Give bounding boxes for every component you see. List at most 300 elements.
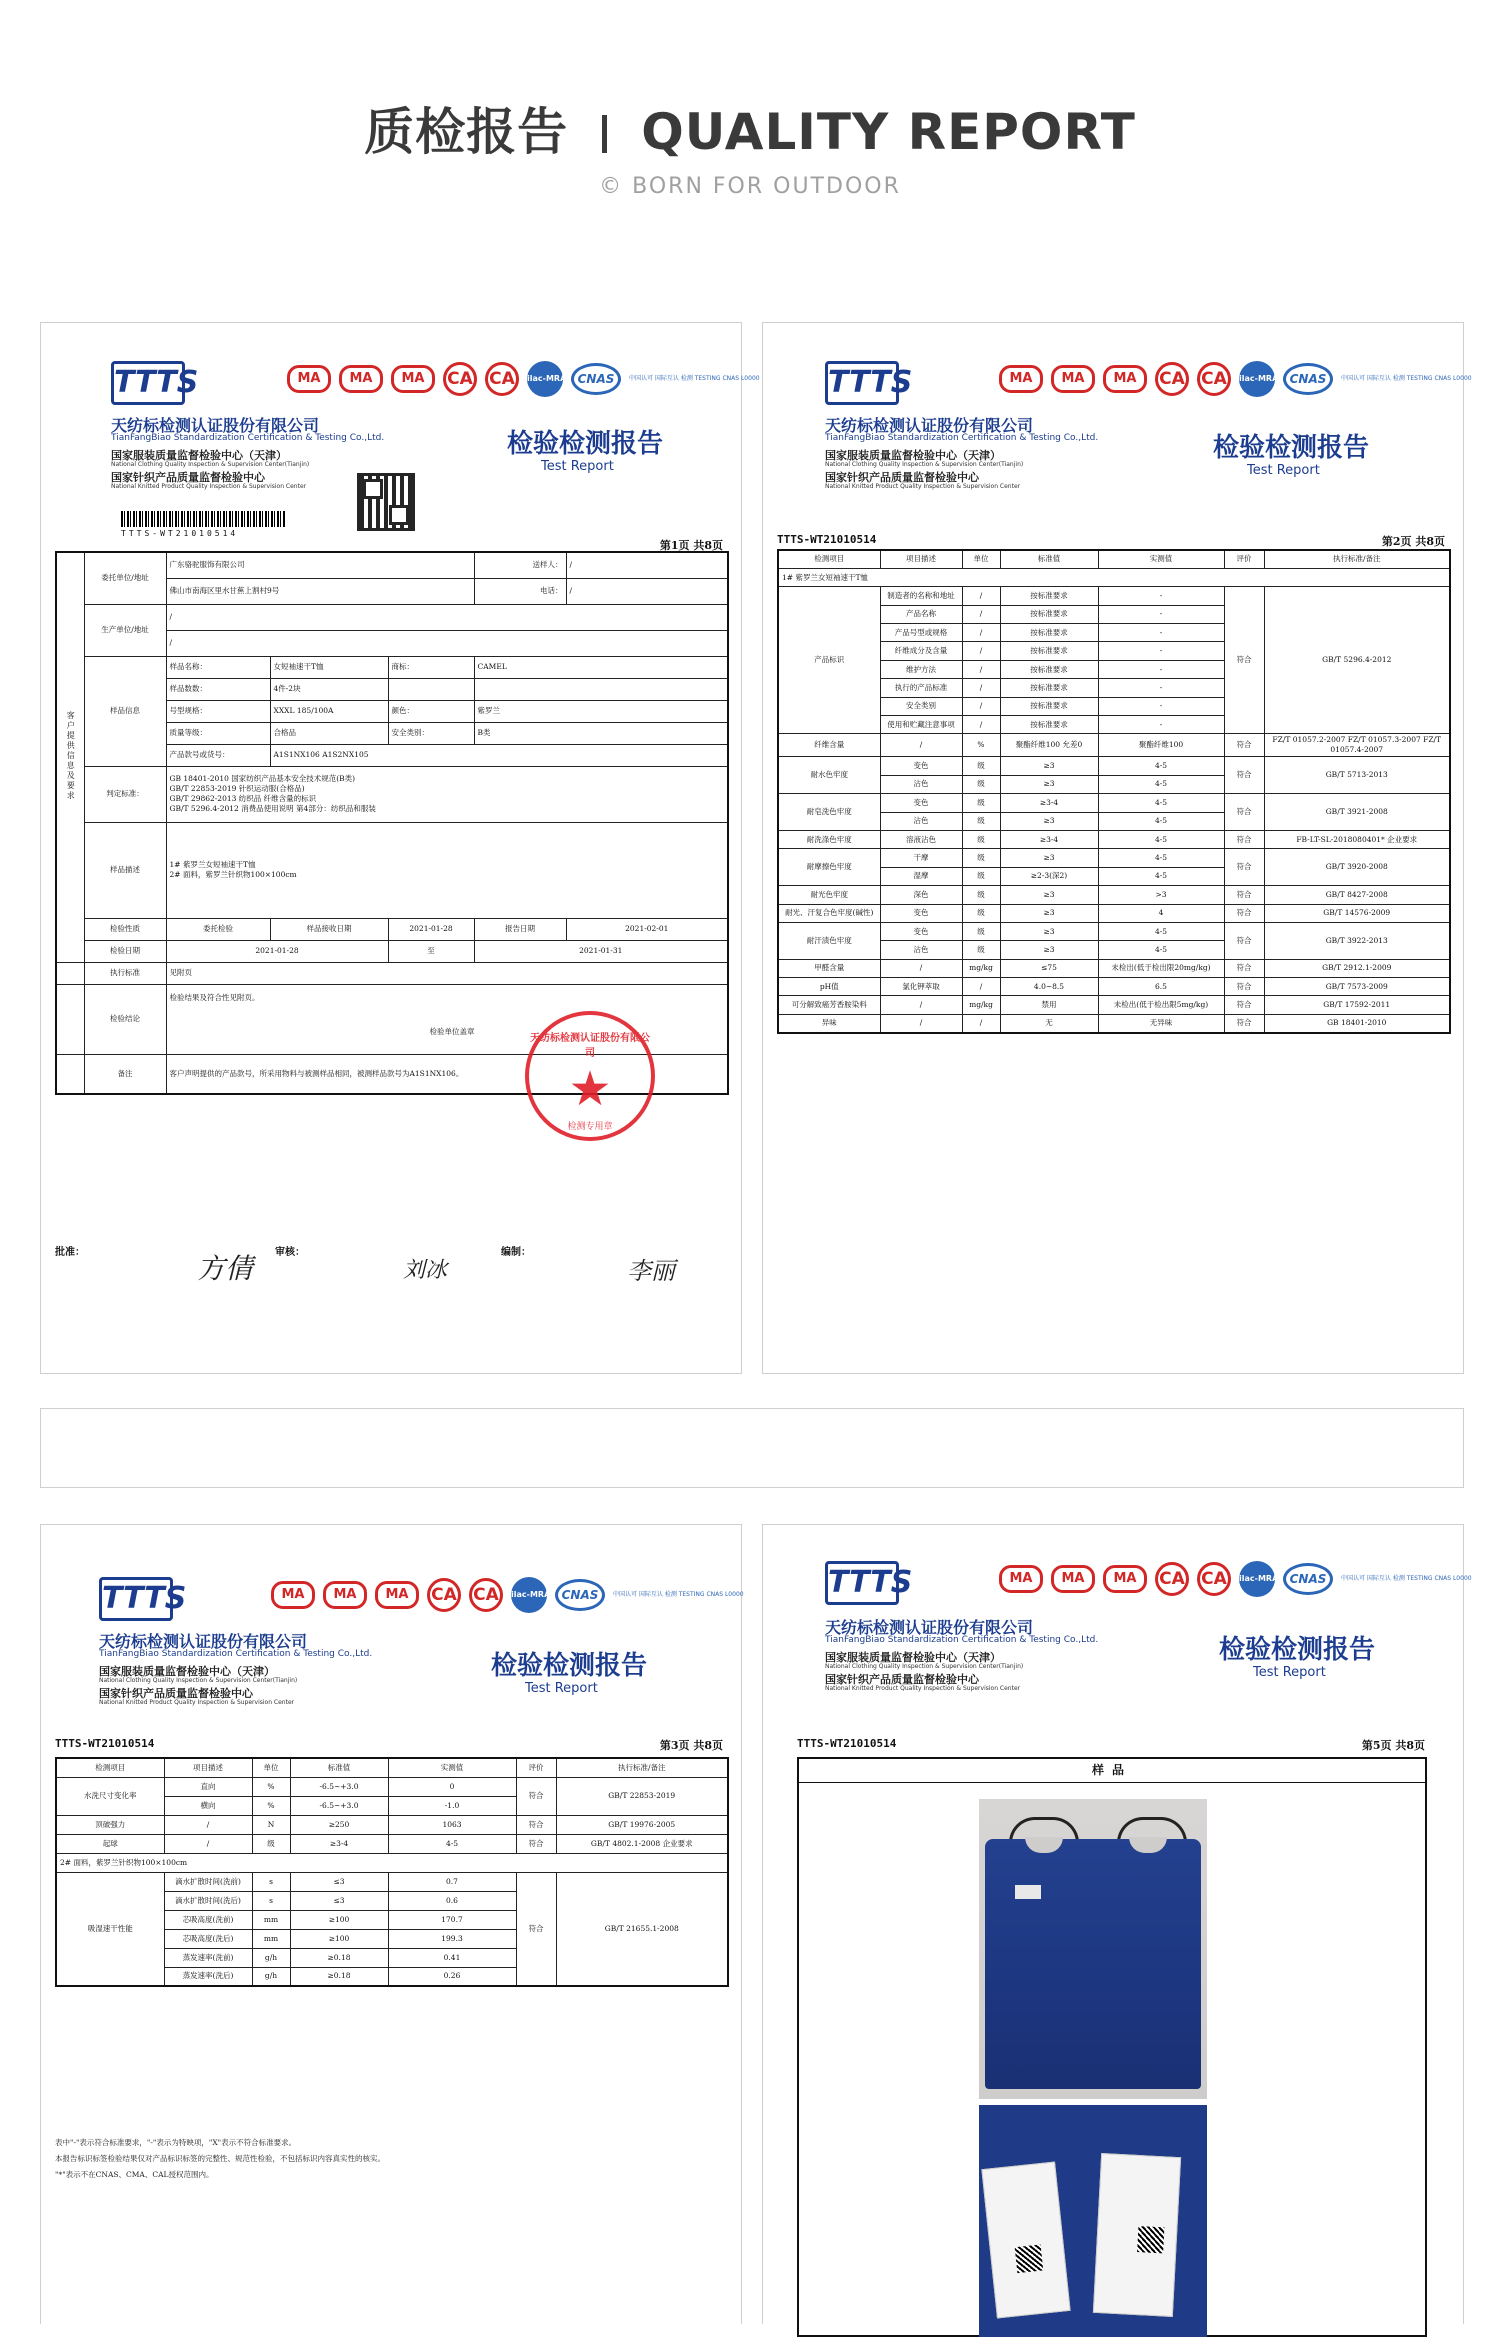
cma-mark-icon: MA [323, 1581, 367, 1609]
table-cell: - [1098, 697, 1224, 715]
column-header: 执行标准/备注 [556, 1758, 728, 1777]
table-cell: % [252, 1777, 290, 1796]
table-cell: ≥0.18 [290, 1948, 388, 1967]
table-cell: 未检出(低于检出限5mg/kg) [1098, 996, 1224, 1014]
table-cell: / [962, 642, 1000, 660]
table-cell: / [164, 1834, 252, 1853]
size-label: 号型规格： [166, 700, 270, 722]
table-row [778, 978, 1450, 996]
table-cell: 符合 [1224, 886, 1264, 904]
org-line3: 国家针织产品质量监督检验中心 [825, 1673, 979, 1686]
concl-sign: 检验单位盖章 [429, 1026, 475, 1036]
table-cell: 直向 [164, 1777, 252, 1796]
table-cell: 沾色 [880, 812, 962, 830]
table-cell: 产品号型或规格 [880, 624, 962, 642]
table-cell: 无 [1000, 1014, 1098, 1032]
maker-label: 生产单位/地址 [84, 604, 166, 656]
page-number: 第5页 共8页 [1361, 1739, 1425, 1752]
table-cell: 0.7 [388, 1872, 516, 1891]
table-cell: 执行的产品标准 [880, 679, 962, 697]
table-cell: 4-5 [1098, 849, 1224, 867]
report-number: TTTS-WT21010514 [797, 1737, 897, 1750]
table-cell: 级 [962, 867, 1000, 885]
table-cell: ≥3 [1000, 922, 1098, 940]
table-row [56, 1872, 728, 1891]
table-cell: 6.5 [1098, 978, 1224, 996]
table-cell: 聚酯纤维100 允差0 [1000, 734, 1098, 757]
eval-cell: 符合 [1224, 587, 1264, 734]
table-cell: % [962, 734, 1000, 757]
org-name-cn: 天纺标检测认证股份有限公司 [99, 1632, 308, 1651]
table-cell: - [1098, 605, 1224, 623]
table-cell: mg/kg [962, 959, 1000, 977]
concl-label: 检验结论 [84, 984, 166, 1054]
table-cell: g/h [252, 1967, 290, 1986]
sample-title: 样品 [799, 1759, 1425, 1783]
tshirt-icon [985, 1839, 1103, 2089]
table-cell: 符合 [1224, 794, 1264, 831]
remark-label: 备注 [84, 1054, 166, 1094]
table-cell: 芯吸高度(洗前) [164, 1910, 252, 1929]
table-cell: - [1098, 587, 1224, 605]
table-cell: 禁用 [1000, 996, 1098, 1014]
table-cell: ≥3 [1000, 812, 1098, 830]
title-cn: 质检报告 [364, 103, 569, 161]
ilac-mark-icon: ilac-MRA [1239, 1561, 1275, 1597]
table-cell: ≥2-3(深2) [1000, 867, 1098, 885]
table-cell: 产品名称 [880, 605, 962, 623]
accreditation-marks [999, 1561, 1472, 1601]
tshirt-icon [1089, 1839, 1201, 2089]
table-cell: 199.3 [388, 1929, 516, 1948]
table-cell: 4-5 [1098, 794, 1224, 812]
sample-name-label: 样品名称： [166, 656, 270, 678]
sample-photo-box [797, 1757, 1427, 2337]
table-cell: 级 [962, 904, 1000, 922]
table-cell: 按标准要求 [1000, 679, 1098, 697]
cal-mark-icon: CA [469, 1578, 503, 1612]
table-cell: / [962, 716, 1000, 734]
table-cell: GB/T 5713-2013 [1264, 757, 1450, 794]
color-value: 紫罗兰 [474, 700, 728, 722]
color-label: 颜色： [388, 700, 474, 722]
table-cell: GB/T 7573-2009 [1264, 978, 1450, 996]
title-en: QUALITY REPORT [641, 103, 1136, 161]
table-cell: 芯吸高度(洗后) [164, 1929, 252, 1948]
std-item: GB/T 22853-2019 针织运动服(合格品) [169, 784, 305, 793]
table-cell: 符合 [1224, 978, 1264, 996]
barcode-icon [121, 511, 285, 527]
table-cell: 符合 [1224, 830, 1264, 848]
report-page-2 [762, 322, 1472, 1374]
table-cell: 0.6 [388, 1891, 516, 1910]
report-page-5 [762, 1524, 1472, 2324]
org-name-cn: 天纺标检测认证股份有限公司 [111, 416, 320, 435]
table-cell: ≥3-4 [1000, 830, 1098, 848]
table-cell: ≤75 [1000, 959, 1098, 977]
table-cell: ≥3 [1000, 886, 1098, 904]
table-cell: 湿摩 [880, 867, 962, 885]
cal-mark-icon: CA [443, 362, 477, 396]
table-cell: GB/T 19976-2005 [556, 1815, 728, 1834]
table-row [778, 922, 1450, 940]
table-cell: - [1098, 716, 1224, 734]
table-cell: 沾色 [880, 941, 962, 959]
table-cell: 安全类别 [880, 697, 962, 715]
table-cell: 未检出(低于检出限20mg/kg) [1098, 959, 1224, 977]
signature-approver: 方倩 [197, 1252, 254, 1285]
item-label: 耐摩擦色牢度 [778, 849, 880, 886]
table-cell: s [252, 1891, 290, 1910]
table-cell: 变色 [880, 794, 962, 812]
table-header-row [778, 550, 1450, 568]
table-cell: GB/T 3921-2008 [1264, 794, 1450, 831]
column-header: 检测项目 [56, 1758, 164, 1777]
report-title-cn: 检验检测报告 [507, 429, 664, 459]
table-row [56, 1834, 728, 1853]
table-row [778, 904, 1450, 922]
table-cell: 聚酯纤维100 [1098, 734, 1224, 757]
cma-mark-icon: MA [1051, 365, 1095, 393]
org-name-en: TianFangBiao Standardization Certification & Testing Co.,Ltd. [825, 1635, 1099, 1645]
seal-text: 天纺标检测认证股份有限公司 [530, 1033, 650, 1059]
size-value: XXXL 185/100A [270, 700, 388, 722]
phone-value: / [566, 578, 728, 604]
table-cell: 4.0~8.5 [1000, 978, 1098, 996]
table-cell: / [164, 1815, 252, 1834]
table-cell: 横向 [164, 1796, 252, 1815]
org-name-cn: 天纺标检测认证股份有限公司 [825, 416, 1034, 435]
item-label: 可分解致癌芳香胺染料 [778, 996, 880, 1014]
table-row [778, 959, 1450, 977]
table-cell: 纤维成分及含量 [880, 642, 962, 660]
ttts-logo: TTTS [99, 1577, 173, 1621]
org-line3-en: National Knitted Product Quality Inspection & Supervision Center [99, 1699, 295, 1706]
org-line2: 国家服装质量监督检验中心（天津） [825, 449, 1001, 462]
cma-mark-icon: MA [999, 365, 1043, 393]
std-cell: GB/T 21655.1-2008 [556, 1872, 728, 1986]
cal-mark-icon: CA [427, 1578, 461, 1612]
remark-value: 客户声明提供的产品款号，所采用物料与被测样品相同，被测样品款号为A1S1NX106。 [166, 1054, 728, 1094]
table-cell: FB-LT-SL-2018080401* 企业要求 [1264, 830, 1450, 848]
table-cell: 氯化钾萃取 [880, 978, 962, 996]
barcode-text: TTTS-WT21010514 [121, 529, 239, 538]
page-title [0, 92, 1500, 164]
column-header: 实测值 [388, 1758, 516, 1777]
table-cell: - [1098, 660, 1224, 678]
model-value: A1S1NX106 A1S2NX105 [270, 744, 728, 766]
contact-value: / [566, 552, 728, 578]
table-cell: ≥3 [1000, 904, 1098, 922]
column-header: 单位 [962, 550, 1000, 568]
hang-tag-icon [1093, 2153, 1181, 2317]
table-cell: / [962, 1014, 1000, 1032]
exec-label: 执行标准 [84, 962, 166, 984]
item-label: 耐光、汗复合色牢度(碱性) [778, 904, 880, 922]
table-row [778, 996, 1450, 1014]
table-cell: GB/T 2912.1-2009 [1264, 959, 1450, 977]
report-title-en: Test Report [1253, 1665, 1326, 1680]
table-cell: / [880, 1014, 962, 1032]
cma-mark-icon: MA [271, 1581, 315, 1609]
table-cell: 4-5 [1098, 830, 1224, 848]
table-cell: / [962, 679, 1000, 697]
table-cell: 级 [962, 757, 1000, 775]
cma-mark-icon: MA [1051, 1565, 1095, 1593]
page-subtitle: © BORN FOR OUTDOOR [599, 174, 901, 199]
std-item: GB 18401-2010 国家纺织产品基本安全技术规范(B类) [169, 774, 356, 783]
cal-mark-icon: CA [1197, 1562, 1231, 1596]
table-cell: >3 [1098, 886, 1224, 904]
sample-photo-shirts [979, 1799, 1207, 2099]
qty-value: 4件-2块 [270, 678, 388, 700]
item-label: pH值 [778, 978, 880, 996]
cma-mark-icon: MA [1103, 365, 1147, 393]
cma-mark-icon: MA [391, 365, 435, 393]
table-cell: 蒸发速率(洗前) [164, 1948, 252, 1967]
official-seal-icon [525, 1011, 655, 1141]
test-results-table [777, 549, 1451, 1034]
concl-value: 检验结果及符合性见附页。 [169, 992, 260, 1002]
safety-value: B类 [474, 722, 728, 744]
ilac-mark-icon: ilac-MRA [527, 361, 563, 397]
grade-value: 合格品 [270, 722, 388, 744]
sample-name: 女短袖速干T恤 [270, 656, 388, 678]
qr-code-icon [357, 473, 415, 531]
table-cell: 4-5 [1098, 757, 1224, 775]
table-cell: / [962, 660, 1000, 678]
table-cell: 按标准要求 [1000, 605, 1098, 623]
title-separator [602, 115, 607, 153]
item-label: 甲醛含量 [778, 959, 880, 977]
table-cell: / [962, 605, 1000, 623]
report-header [763, 1525, 1472, 1725]
cnas-caption: 中国认可 国际互认 检测 TESTING CNAS L0000 [1341, 1575, 1472, 1582]
cal-mark-icon: CA [1197, 362, 1231, 396]
report-info-table [55, 551, 729, 1095]
table-cell: - [1098, 624, 1224, 642]
table-cell: 4 [1098, 904, 1224, 922]
table-cell: / [880, 734, 962, 757]
table-cell: 符合 [1224, 922, 1264, 959]
table-cell: 级 [962, 849, 1000, 867]
table-cell: 深色 [880, 886, 962, 904]
org-line2-en: National Clothing Quality Inspection & Supervision Center(Tianjin) [825, 461, 1024, 468]
contact-label: 送样人： [474, 552, 566, 578]
table-cell: / [962, 624, 1000, 642]
table-cell: 沾色 [880, 775, 962, 793]
table-cell: 级 [962, 775, 1000, 793]
footnote: 表中"-"表示符合标准要求，"-"表示为特映项，"X"表示不符合标准要求。 [55, 2138, 297, 2147]
table-cell: 0 [388, 1777, 516, 1796]
safety-label: 安全类别： [388, 722, 474, 744]
page-number: 第2页 共8页 [1381, 535, 1445, 548]
table-cell: 符合 [1224, 1014, 1264, 1032]
accreditation-marks [287, 361, 760, 401]
report-page-1 [40, 322, 760, 1374]
table-row [56, 1777, 728, 1796]
table-cell: 级 [962, 922, 1000, 940]
qty-label: 样品数数： [166, 678, 270, 700]
table-cell: -1.0 [388, 1796, 516, 1815]
table-cell: ≥3 [1000, 775, 1098, 793]
org-name-en: TianFangBiao Standardization Certification & Testing Co.,Ltd. [99, 1649, 373, 1659]
table-cell: GB/T 3920-2008 [1264, 849, 1450, 886]
cnas-caption: 中国认可 国际互认 检测 TESTING CNAS L0000 [1341, 375, 1472, 382]
table-cell: 0.26 [388, 1967, 516, 1986]
org-name-en: TianFangBiao Standardization Certification & Testing Co.,Ltd. [825, 433, 1099, 443]
org-line2-en: National Clothing Quality Inspection & Supervision Center(Tianjin) [111, 461, 310, 468]
table-cell: 符合 [516, 1834, 556, 1853]
table-row [778, 587, 1450, 605]
sample-photo-labels [979, 2105, 1207, 2337]
table-cell: 溶液沾色 [880, 830, 962, 848]
std-label: 判定标准： [84, 766, 166, 822]
org-line3: 国家针织产品质量监督检验中心 [825, 471, 979, 484]
cal-mark-icon: CA [1155, 1562, 1189, 1596]
page-number: 第3页 共8页 [659, 1739, 723, 1752]
ttts-logo: TTTS [825, 1561, 899, 1605]
table-cell: 4-5 [1098, 867, 1224, 885]
review-label: 审核： [275, 1247, 305, 1258]
test-date-start: 2021-01-28 [166, 940, 388, 962]
column-header: 检测项目 [778, 550, 880, 568]
table-cell: 0.41 [388, 1948, 516, 1967]
table-cell: 按标准要求 [1000, 587, 1098, 605]
org-line2: 国家服装质量监督检验中心（天津） [111, 449, 287, 462]
table-cell: ≤3 [290, 1891, 388, 1910]
hang-tag-icon [981, 2162, 1070, 2319]
table-cell: / [880, 996, 962, 1014]
table-cell: / [880, 959, 962, 977]
table-cell: 滴水扩散时间(洗后) [164, 1891, 252, 1910]
report-header [41, 1525, 744, 1725]
table-cell: GB/T 3922-2013 [1264, 922, 1450, 959]
cnas-caption: 中国认可 国际互认 检测 TESTING CNAS L0000 [629, 375, 760, 382]
brand-value: CAMEL [474, 656, 728, 678]
table-cell: 按标准要求 [1000, 624, 1098, 642]
hang-tag-icon [1015, 1885, 1041, 1899]
table-cell: N [252, 1815, 290, 1834]
maker-value: / [166, 604, 728, 630]
column-header: 标准值 [1000, 550, 1098, 568]
table-cell: 1063 [388, 1815, 516, 1834]
table-row [778, 886, 1450, 904]
ttts-logo: TTTS [825, 361, 899, 405]
std-list [166, 766, 728, 822]
section-divider [40, 1408, 1464, 1488]
org-line2: 国家服装质量监督检验中心（天津） [825, 1651, 1001, 1664]
table-cell: 级 [962, 941, 1000, 959]
approve-label: 批准： [55, 1247, 85, 1258]
table-header-row [56, 1758, 728, 1777]
table-cell: 符合 [1224, 734, 1264, 757]
table-cell: GB/T 22853-2019 [556, 1777, 728, 1815]
report-title-en: Test Report [541, 459, 614, 474]
desc-list [166, 822, 728, 918]
table-cell: s [252, 1872, 290, 1891]
signature-reviewer: 刘冰 [403, 1258, 448, 1283]
report-title-en: Test Report [525, 1681, 598, 1696]
report-title-en: Test Report [1247, 463, 1320, 478]
type-value: 委托检验 [166, 918, 270, 940]
column-header: 项目描述 [880, 550, 962, 568]
table-cell: ≥100 [290, 1929, 388, 1948]
table-cell: 变色 [880, 904, 962, 922]
report-title-cn: 检验检测报告 [1219, 1635, 1376, 1665]
cma-mark-icon: MA [287, 365, 331, 393]
table-cell: 按标准要求 [1000, 660, 1098, 678]
column-header: 评价 [1224, 550, 1264, 568]
table-row [778, 734, 1450, 757]
table-cell: 干摩 [880, 849, 962, 867]
report-page-3 [40, 1524, 742, 2324]
table-cell: / [962, 587, 1000, 605]
client-name: 广东骆驼服饰有限公司 [166, 552, 474, 578]
table-cell: 变色 [880, 922, 962, 940]
table-cell: 滴水扩散时间(洗前) [164, 1872, 252, 1891]
table-cell: 符合 [1224, 959, 1264, 977]
table-cell: 符合 [516, 1777, 556, 1815]
table-row [778, 794, 1450, 812]
edit-label: 编制： [501, 1247, 531, 1258]
seal-star-icon: ★ [568, 1061, 612, 1117]
table-cell: 级 [962, 794, 1000, 812]
cnas-mark-icon: CNAS [571, 363, 621, 395]
signature-editor: 李丽 [627, 1257, 675, 1285]
client-address: 佛山市南海区里水甘蕉上割村9号 [166, 578, 474, 604]
report-number: TTTS-WT21010514 [55, 1737, 155, 1750]
org-line3-en: National Knitted Product Quality Inspection & Supervision Center [825, 1685, 1021, 1692]
ilac-mark-icon: ilac-MRA [1239, 361, 1275, 397]
table-row [778, 830, 1450, 848]
cma-mark-icon: MA [1103, 1565, 1147, 1593]
recv-label: 样品接收日期 [270, 918, 388, 940]
cnas-mark-icon: CNAS [1283, 363, 1333, 395]
table-cell: 符合 [1224, 996, 1264, 1014]
table-cell: GB/T 8427-2008 [1264, 886, 1450, 904]
page-header [0, 0, 1500, 300]
item-label: 起球 [56, 1834, 164, 1853]
item-label: 水洗尺寸变化率 [56, 1777, 164, 1815]
report-title-cn: 检验检测报告 [1213, 433, 1370, 463]
table-cell: 级 [962, 812, 1000, 830]
sample-info-label: 样品信息 [84, 656, 166, 766]
report-number: TTTS-WT21010514 [777, 533, 877, 546]
grade-label: 质量等级： [166, 722, 270, 744]
cnas-caption: 中国认可 国际互认 检测 TESTING CNAS L0000 [613, 1591, 744, 1598]
table-cell: ≥3-4 [1000, 794, 1098, 812]
org-line2-en: National Clothing Quality Inspection & Supervision Center(Tianjin) [99, 1677, 298, 1684]
eval-cell: 符合 [516, 1872, 556, 1986]
table-cell: GB/T 17592-2011 [1264, 996, 1450, 1014]
table-cell: ≥100 [290, 1910, 388, 1929]
org-line2: 国家服装质量监督检验中心（天津） [99, 1665, 275, 1678]
std-cell: GB/T 5296.4-2012 [1264, 587, 1450, 734]
table-row [778, 1014, 1450, 1032]
phone-label: 电话： [474, 578, 566, 604]
sample-row: 2# 面料，紫罗兰针织物100×100cm [56, 1853, 728, 1872]
table-cell: 蒸发速率(洗后) [164, 1967, 252, 1986]
desc-label: 样品描述 [84, 822, 166, 918]
table-cell: ≥3 [1000, 757, 1098, 775]
table-cell: 按标准要求 [1000, 642, 1098, 660]
table-cell: 使用和贮藏注意事项 [880, 716, 962, 734]
table-cell: 无异味 [1098, 1014, 1224, 1032]
table-cell: / [962, 978, 1000, 996]
table-cell: 级 [252, 1834, 290, 1853]
table-cell: 按标准要求 [1000, 716, 1098, 734]
